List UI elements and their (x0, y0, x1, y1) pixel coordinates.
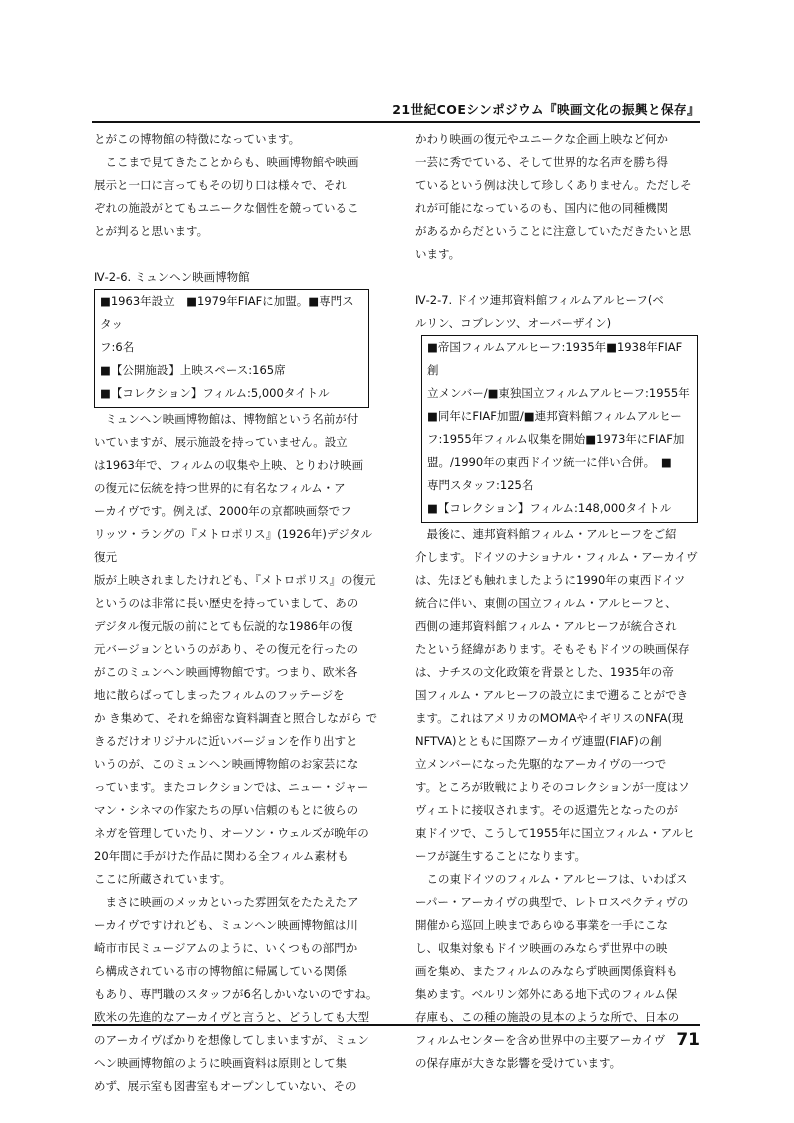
munich-body-text (94, 408, 379, 1098)
text-line: ここまで見てきたことからも、映画博物館や映画 (94, 155, 359, 169)
text-line: ているという例は決して珍しくありません。ただしそ (415, 178, 692, 192)
text-line: は、先ほども触れましたように1990年の東西ドイツ (415, 573, 686, 587)
paragraph-gap (415, 266, 700, 289)
text-line: とが判ると思います。 (94, 224, 209, 238)
page-number: 71 (676, 1030, 700, 1050)
text-line: 立メンバーになった先駆的なアーカイヴの一つで (415, 757, 667, 771)
text-line: がこのミュンヘン映画博物館です。つまり、欧米各 (94, 665, 358, 679)
text-line: マン・シネマの作家たちの厚い信頼のもとに彼らの (94, 803, 359, 817)
text-line: いうのが、このミュンヘン映画博物館のお家芸にな (94, 757, 359, 771)
text-line: 統合に伴い、東側の国立フィルム・アルヒーフと、 (415, 596, 677, 610)
text-line: ーフが誕生することになります。 (415, 849, 587, 863)
text-line: かわり映画の復元やユニークな企画上映など何か (415, 132, 668, 146)
bundesarchiv-body-text (415, 523, 700, 1075)
info-line: ■【コレクション】フィルム:148,000タイトル (427, 501, 672, 515)
text-line: っています。またコレクションでは、ニュー・ジャー (94, 780, 369, 794)
text-line: 展示と一口に言ってもその切り口は様々で、それ (94, 178, 347, 192)
left-column (94, 128, 379, 1098)
text-line: 介します。ドイツのナショナル・フィルム・アーカイヴ (415, 550, 698, 564)
text-line: デジタル復元版の前にとても伝説的な1986年の復 (94, 619, 353, 633)
text-line: 最後に、連邦資料館フィルム・アルヒーフをご紹 (415, 527, 677, 541)
text-line: リッツ・ラングの『メトロポリス』(1926年)デジタル復元 (94, 527, 373, 564)
text-line: ここに所蔵されています。 (94, 872, 232, 886)
text-line: れが可能になっているのも、国内に他の同種機関 (415, 201, 668, 215)
text-line: ます。これはアメリカのMOMAやイギリスのNFA(現 (415, 711, 684, 725)
text-line: 画を集め、またフィルムのみならず映画関係資料も (415, 964, 678, 978)
text-line: 存庫も、この種の施設の見本のような所で、日本の (415, 1010, 680, 1024)
text-line: 西側の連邦資料館フィルム・アルヒーフが統合され (415, 619, 677, 633)
section-heading-munich: Ⅳ-2-6. ミュンヘン映画博物館 (94, 270, 250, 284)
munich-info-box (94, 289, 369, 408)
info-line: ■【公開施設】上映スペース:165席 (100, 363, 286, 377)
text-line: フィルムセンターを含め世界中の主要アーカイヴ (415, 1033, 666, 1047)
text-line: ヴィエトに接収されます。その返還先となったのが (415, 803, 678, 817)
text-line: というのは非常に長い歴史を持っていまして、あの (94, 596, 359, 610)
text-line: ぞれの施設がとてもユニークな個性を競っているこ (94, 201, 359, 215)
text-line: 一芸に秀でている、そして世界的な名声を勝ち得 (415, 155, 668, 169)
text-line: きるだけオリジナルに近いバージョンを作り出すと (94, 734, 358, 748)
text-line: NFTVA)とともに国際アーカイヴ連盟(FIAF)の創 (415, 734, 662, 748)
left-intro-paragraph (94, 128, 379, 243)
text-line: たという経緯があります。そもそもドイツの映画保存 (415, 642, 690, 656)
info-line: 盟。/1990年の東西ドイツ統一に伴い合併。 ■ (427, 455, 672, 469)
text-line: もあり、専門職のスタッフが6名しかいないのですね。 (94, 987, 378, 1001)
info-line: 立メンバー/■東独国立フィルムアルヒーフ:1955年 (427, 386, 690, 400)
text-line: とがこの博物館の特徴になっています。 (94, 132, 301, 146)
text-line: ーカイヴです。例えば、2000年の京都映画祭でフ (94, 504, 352, 518)
text-line: 東ドイツで、こうして1955年に国立フィルム・アルヒ (415, 826, 695, 840)
section-heading-bundesarchiv (415, 289, 700, 335)
text-line: し、収集対象もドイツ映画のみならず世界中の映 (415, 941, 668, 955)
info-line: フ:1955年フィルム収集を開始■1973年にFIAF加 (427, 432, 685, 446)
heading-line: ルリン、コブレンツ、オーバーザイン) (415, 316, 612, 330)
text-line: 開催から巡回上映まであらゆる事業を一手にこな (415, 918, 668, 932)
text-line: 崎市市民ミュージアムのように、いくつもの部門か (94, 941, 358, 955)
text-line: か き集めて、それを綿密な資料調査と照合しながら で (94, 711, 378, 725)
text-line: います。 (415, 247, 461, 261)
header-rule (92, 121, 700, 123)
text-line: いていますが、展示施設を持っていません。設立 (94, 435, 348, 449)
text-line: があるからだということに注意していただきたいと思 (415, 224, 691, 238)
right-intro-paragraph (415, 128, 700, 266)
text-line: のアーカイヴばかりを想像してしまいますが、ミュン (94, 1033, 369, 1047)
paragraph-gap (94, 243, 379, 266)
text-line: ミュンヘン映画博物館は、博物館という名前が付 (94, 412, 359, 426)
text-line: 地に散らばってしまったフィルムのフッテージを (94, 688, 345, 702)
text-line: まさに映画のメッカといった雰囲気をたたえたア (94, 895, 359, 909)
text-line: は1963年で、フィルムの収集や上映、とりわけ映画 (94, 458, 364, 472)
text-line: の保存庫が大きな影響を受けています。 (415, 1056, 622, 1070)
text-line: 元バージョンというのがあり、その復元を行ったの (94, 642, 359, 656)
text-line: 欧米の先進的なアーカイヴと言うと、どうしても大型 (94, 1010, 370, 1024)
info-line: フ:6名 (100, 340, 135, 354)
info-line: ■帝国フィルムアルヒーフ:1935年■1938年FIAF創 (427, 340, 683, 377)
info-line: 専門スタッフ:125名 (427, 478, 534, 492)
info-line: ■同年にFIAF加盟/■連邦資料館フィルムアルヒー (427, 409, 682, 423)
text-line: めず、展示室も図書室もオープンしていない、その (94, 1079, 357, 1093)
text-line: ネガを管理していたり、オーソン・ウェルズが晩年の (94, 826, 369, 840)
text-line: ヘン映画博物館のように映画資料は原則として集 (94, 1056, 347, 1070)
running-header: 21世紀COEシンポジウム『映画文化の振興と保存』 (392, 102, 700, 117)
text-line: ーパー・アーカイヴの典型で、レトロスペクティヴの (415, 895, 689, 909)
text-line: 国フィルム・アルヒーフの設立にまで遡ることができ (415, 688, 689, 702)
text-line: 20年間に手がけた作品に関わる全フィルム素材も (94, 849, 349, 863)
text-line: す。ところが敗戦によりそのコレクションが一度はソ (415, 780, 690, 794)
text-line: は、ナチスの文化政策を背景とした、1935年の帝 (415, 665, 674, 679)
heading-line: Ⅳ-2-7. ドイツ連邦資料館フィルムアルヒーフ(ベ (415, 293, 664, 307)
right-column (415, 128, 700, 1075)
info-line: ■【コレクション】フィルム:5,000タイトル (100, 386, 330, 400)
text-line: 版が上映されましたけれども、『メトロポリス』の復元 (94, 573, 376, 587)
text-line: の復元に伝統を持つ世界的に有名なフィルム・ア (94, 481, 346, 495)
text-line: ーカイヴですけれども、ミュンヘン映画博物館は川 (94, 918, 358, 932)
text-line: 集めます。ベルリン郊外にある地下式のフィルム保 (415, 987, 678, 1001)
footer-rule (92, 1024, 700, 1026)
text-line: この東ドイツのフィルム・アルヒーフは、いわばス (415, 872, 688, 886)
bundesarchiv-info-box (421, 335, 698, 523)
text-line: ら構成されている市の博物館に帰属している関係 (94, 964, 347, 978)
info-line: ■1963年設立 ■1979年FIAFに加盟。■専門スタッ (100, 294, 354, 331)
